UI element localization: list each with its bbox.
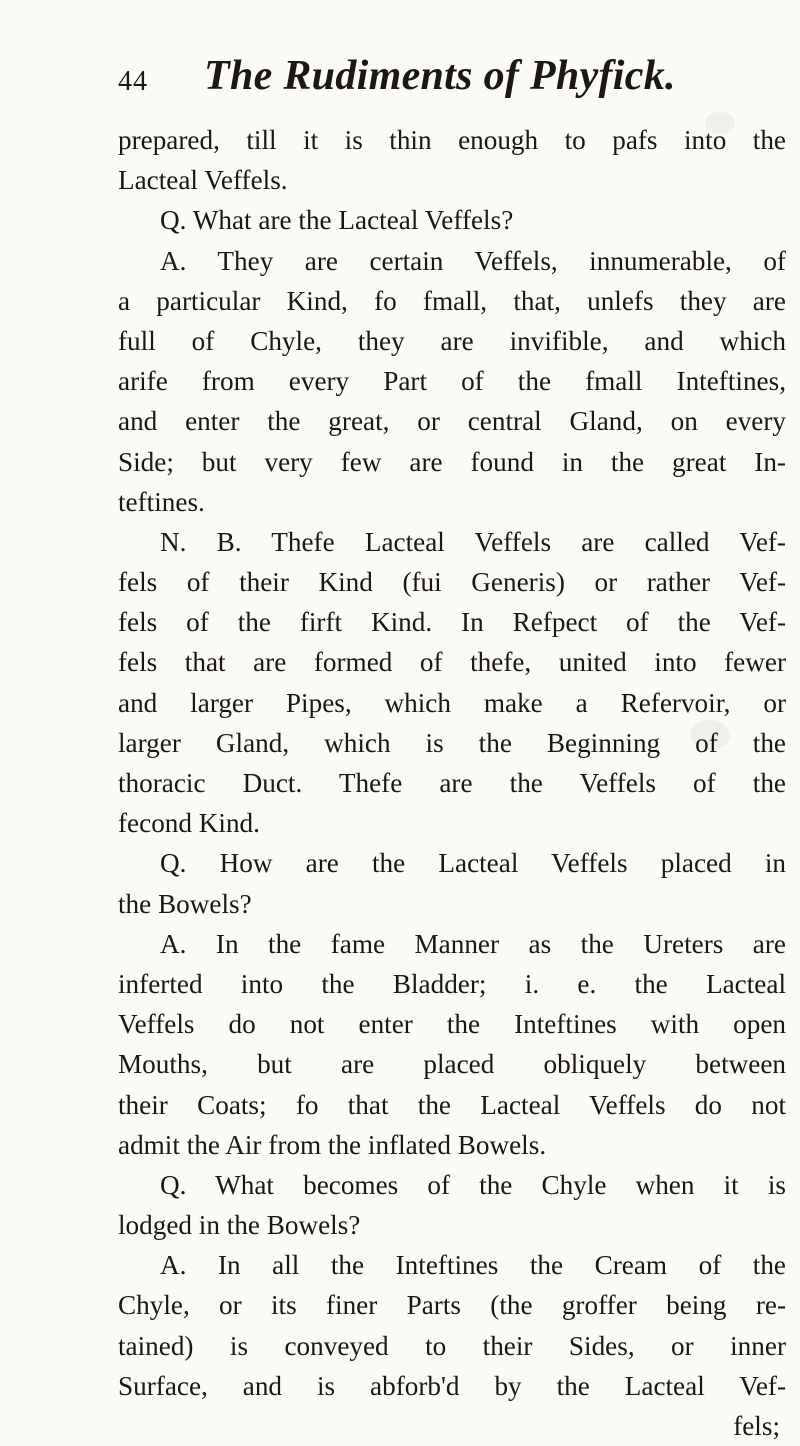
text-line: N. B. Thefe Lacteal Veffels are called Vef- <box>160 526 786 557</box>
text-line: a particular Kind, fo fmall, that, unlefs they are <box>118 285 786 316</box>
text-line: A. In the fame Manner as the Ureters are <box>160 928 786 959</box>
text-line: arife from every Part of the fmall Inteftines, <box>118 366 786 397</box>
text-line: thoracic Duct. Thefe are the Veffels of the <box>118 768 786 798</box>
body-text <box>118 120 786 1446</box>
text-line: admit the Air from the inflated Bowels. <box>118 1129 547 1160</box>
text-line: inferted into the Bladder; i. e. the Lacteal <box>118 968 786 999</box>
text-line: fels of their Kind (fui Generis) or rather Vef- <box>118 567 786 598</box>
text-line: Surface, and is abforb'd by the Lacteal Vef- <box>118 1370 786 1401</box>
page-number: 44 <box>118 66 148 97</box>
text-line: Q. What becomes of the Chyle when it is <box>160 1169 786 1200</box>
text-line: Q. How are the Lacteal Veffels placed in <box>160 848 786 879</box>
text-line: Chyle, or its finer Parts (the groffer being re- <box>118 1290 786 1321</box>
text-line: Side; but very few are found in the great In- <box>118 446 786 477</box>
text-line: their Coats; fo that the Lacteal Veffels do not <box>118 1089 786 1120</box>
text-line: A. In all the Inteftines the Cream of the <box>160 1250 786 1281</box>
text-line: fecond Kind. <box>118 808 260 839</box>
text-line: Q. What are the Lacteal Veffels? <box>160 205 514 236</box>
text-line: and enter the great, or central Gland, on every <box>118 406 786 437</box>
text-line: lodged in the Bowels? <box>118 1210 361 1241</box>
text-line: and larger Pipes, which make a Refervoir, or <box>118 687 786 718</box>
text-line: tained) is conveyed to their Sides, or inner <box>118 1330 786 1361</box>
text-line: prepared, till it is thin enough to pafs into the <box>118 125 786 155</box>
text-line: the Bowels? <box>118 888 252 919</box>
text-line: Mouths, but are placed obliquely between <box>118 1049 786 1080</box>
text-line: Veffels do not enter the Inteftines with open <box>118 1009 786 1040</box>
text-line: larger Gland, which is the Beginning of the <box>118 727 786 758</box>
text-line: full of Chyle, they are invifible, and which <box>118 325 786 356</box>
page-header <box>118 52 758 108</box>
text-line: teftines. <box>118 486 205 517</box>
running-title: The Rudiments of Phyfick. <box>204 53 676 99</box>
text-line: fels; <box>733 1411 780 1441</box>
text-line: A. They are certain Veffels, innumerable, of <box>160 245 786 276</box>
text-line: Lacteal Veffels. <box>118 165 288 196</box>
text-line: fels of the firft Kind. In Refpect of the Vef- <box>118 607 786 638</box>
text-line: fels that are formed of thefe, united into fewer <box>118 647 786 678</box>
